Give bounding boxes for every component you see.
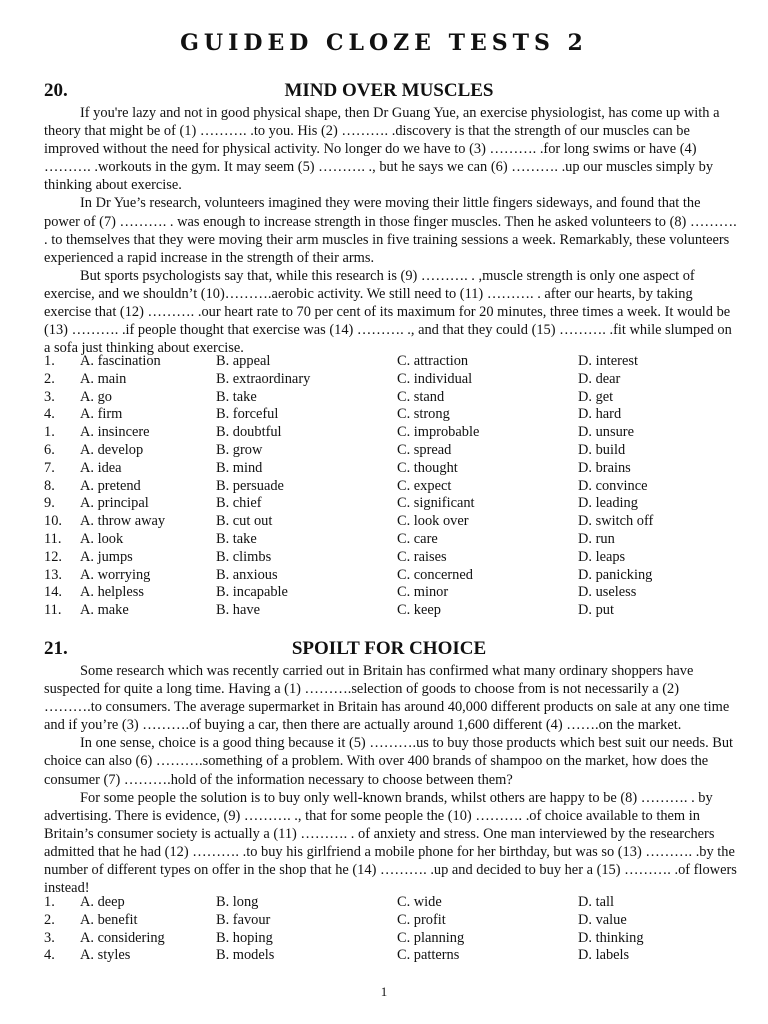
option-c: C. profit	[397, 911, 446, 928]
option-a: A. pretend	[80, 477, 141, 494]
question-number: 2.	[44, 370, 55, 387]
option-d: D. unsure	[578, 424, 634, 441]
option-a: A. develop	[80, 441, 144, 458]
option-c: C. concerned	[397, 566, 473, 583]
option-b: B. mind	[216, 459, 263, 476]
option-a: A. throw away	[80, 513, 166, 530]
option-row	[44, 371, 744, 389]
question-number: 8.	[44, 477, 55, 494]
option-c: C. spread	[397, 441, 452, 458]
option-a: A. idea	[80, 459, 122, 476]
option-b: B. models	[216, 947, 275, 964]
option-b: B. doubtful	[216, 424, 282, 441]
option-a: A. insincere	[80, 424, 150, 441]
option-row	[44, 478, 744, 496]
option-d: D. build	[578, 441, 626, 458]
option-row	[44, 531, 744, 549]
option-a: A. helpless	[80, 584, 144, 601]
option-c: C. wide	[397, 894, 442, 910]
option-d: D. brains	[578, 459, 631, 476]
option-a: A. benefit	[80, 911, 138, 928]
section-header	[44, 80, 734, 104]
question-number: 4.	[44, 947, 55, 964]
option-d: D. switch off	[578, 513, 654, 530]
option-row	[44, 513, 744, 531]
option-c: C. care	[397, 530, 438, 547]
option-row	[44, 442, 744, 460]
options-table	[44, 353, 744, 620]
question-number: 1.	[44, 894, 55, 910]
option-b: B. cut out	[216, 513, 273, 530]
question-number: 1.	[44, 424, 55, 441]
section-number: 20.	[44, 80, 68, 101]
option-a: A. look	[80, 530, 124, 547]
section-header	[44, 638, 734, 662]
option-b: B. favour	[216, 911, 271, 928]
section-title: SPOILT FOR CHOICE	[291, 638, 487, 659]
option-b: B. take	[216, 530, 257, 547]
document-title: GUIDED CLOZE TESTS 2	[180, 30, 588, 56]
question-number: 4.	[44, 406, 55, 423]
option-d: D. leading	[578, 495, 638, 512]
option-d: D. panicking	[578, 566, 653, 583]
option-b: B. chief	[216, 495, 262, 512]
option-row	[44, 424, 744, 442]
option-d: D. value	[578, 911, 627, 928]
page-number: 1	[380, 984, 388, 999]
option-a: A. worrying	[80, 566, 151, 583]
question-number: 1.	[44, 353, 55, 369]
option-c: C. look over	[397, 513, 469, 530]
option-a: A. styles	[80, 947, 131, 964]
option-row	[44, 460, 744, 478]
option-a: A. fascination	[80, 353, 161, 369]
option-a: A. make	[80, 602, 129, 619]
option-d: D. interest	[578, 353, 638, 369]
option-b: B. incapable	[216, 584, 288, 601]
option-b: B. persuade	[216, 477, 284, 494]
option-c: C. attraction	[397, 353, 469, 369]
option-row	[44, 602, 744, 620]
question-number: 11.	[44, 530, 62, 547]
option-c: C. keep	[397, 602, 441, 619]
option-a: A. jumps	[80, 548, 133, 565]
option-b: B. long	[216, 894, 259, 910]
option-b: B. grow	[216, 441, 263, 458]
option-c: C. thought	[397, 459, 458, 476]
passage-paragraph: But sports psychologists say that, while this research is (9) ………. . ,muscle strength is only one aspect of exercise, and we shouldn’t (10)……….aerobic activity. We still need to (11) ………. . after our hearts, by taking exercise that (12) ………. .our heart rate to 70 per cent of its maximum for 20 minutes, three times a week. It would be (13) ………. .if people thought that exercise was (14) ………. ., and that they could (15) ………. .fit while slumped on a sofa just thinking about exercise.	[44, 267, 732, 357]
option-row	[44, 495, 744, 513]
question-number: 2.	[44, 911, 55, 928]
question-number: 3.	[44, 929, 55, 946]
question-number: 3.	[44, 388, 55, 405]
option-c: C. expect	[397, 477, 452, 494]
option-c: C. planning	[397, 929, 465, 946]
option-row	[44, 406, 744, 424]
option-a: A. main	[80, 370, 127, 387]
passage-paragraph: If you're lazy and not in good physical shape, then Dr Guang Yue, an exercise physiologist, has come up with a theory that might be of (1) ………. .to you. His (2) ………. .discovery is that the strength of our muscles can be improved without the need for physical activity. No longer do we have to (3) ………. .for long swims or have (4) ………. .workouts in the gym. It may seem (5) ………. ., but he says we can (6) ………. .up our muscles simply by thinking about exercise.	[44, 105, 720, 194]
option-b: B. hoping	[216, 929, 273, 946]
option-c: C. minor	[397, 584, 449, 601]
option-row	[44, 947, 744, 965]
option-d: D. convince	[578, 477, 648, 494]
question-number: 11.	[44, 602, 62, 619]
option-d: D. hard	[578, 406, 622, 423]
option-d: D. run	[578, 530, 615, 547]
option-a: A. firm	[80, 406, 123, 423]
option-b: B. forceful	[216, 406, 279, 423]
option-b: B. extraordinary	[216, 370, 311, 387]
option-row	[44, 549, 744, 567]
option-d: D. leaps	[578, 548, 626, 565]
option-b: B. anxious	[216, 566, 278, 583]
option-row	[44, 584, 744, 602]
passage	[44, 662, 738, 897]
option-row	[44, 912, 744, 930]
option-c: C. improbable	[397, 424, 480, 441]
option-b: B. climbs	[216, 548, 272, 565]
passage-paragraph: In Dr Yue’s research, volunteers imagined they were moving their little fingers sideways, and found that the power of (7) ………. . was enough to increase strength in those finger muscles. Then he asked volunteers to (8) ………. . to themselves that they were moving their arm muscles in five training sessions a week. Remarkably, these volunteers experienced a rapid increase in the strength of their arms.	[44, 195, 737, 266]
option-row	[44, 567, 744, 585]
option-b: B. have	[216, 602, 260, 619]
option-d: D. put	[578, 602, 614, 619]
section-number: 21.	[44, 638, 68, 659]
option-c: C. individual	[397, 370, 473, 387]
passage-paragraph: In one sense, choice is a good thing because it (5) ……….us to buy those products which best suit our needs. But choice can also (6) ……….something of a problem. With over 400 brands of shampoo on the market, how does the consumer (7) ……….hold of the information necessary to choose between them?	[44, 735, 734, 788]
option-a: A. considering	[80, 929, 165, 946]
passage-paragraph: Some research which was recently carried out in Britain has confirmed what many ordinary shoppers have suspected for quite a long time. Having a (1) ……….selection of goods to choose from is not necessarily a (2) ……….to consumers. The average supermarket in Britain has around 40,000 different products on sale at any one time and if you’re (3) ……….of buying a car, then there are actually around 1,600 different (4) …….on the market.	[44, 663, 730, 734]
passage	[44, 104, 738, 357]
option-row	[44, 389, 744, 407]
option-c: C. stand	[397, 388, 445, 405]
section-title: MIND OVER MUSCLES	[284, 80, 494, 101]
option-b: B. take	[216, 388, 257, 405]
options-table	[44, 894, 744, 965]
option-d: D. tall	[578, 894, 614, 910]
option-row	[44, 353, 744, 371]
option-row	[44, 894, 744, 912]
option-b: B. appeal	[216, 353, 271, 369]
question-number: 13.	[44, 566, 62, 583]
question-number: 7.	[44, 459, 55, 476]
passage-paragraph: For some people the solution is to buy only well-known brands, whilst others are happy to be (8) ………. . by advertising. There is evidence, (9) ………. ., that for some people the (10) ………. .of choice available to them in Britain’s consumer society is actually a (11) ………. . of anxiety and stress. One man interviewed by the researchers admitted that he had (12) ………. .to buy his girlfriend a mobile phone for her birthday, but was so (13) ………. .by the number of different types on offer in the shop that he (14) ………. .up and decided to buy her a (15) ………. .of flowers instead!	[44, 789, 737, 897]
option-c: C. significant	[397, 495, 475, 512]
question-number: 10.	[44, 513, 62, 530]
question-number: 6.	[44, 441, 55, 458]
option-a: A. deep	[80, 894, 125, 910]
option-c: C. strong	[397, 406, 450, 423]
option-d: D. get	[578, 388, 614, 405]
option-a: A. principal	[80, 495, 149, 512]
question-number: 14.	[44, 584, 62, 601]
option-c: C. raises	[397, 548, 447, 565]
option-row	[44, 930, 744, 948]
option-c: C. patterns	[397, 947, 460, 964]
option-a: A. go	[80, 388, 112, 405]
option-d: D. labels	[578, 947, 630, 964]
option-d: D. useless	[578, 584, 637, 601]
option-d: D. dear	[578, 370, 621, 387]
question-number: 9.	[44, 495, 55, 512]
option-d: D. thinking	[578, 929, 644, 946]
question-number: 12.	[44, 548, 62, 565]
